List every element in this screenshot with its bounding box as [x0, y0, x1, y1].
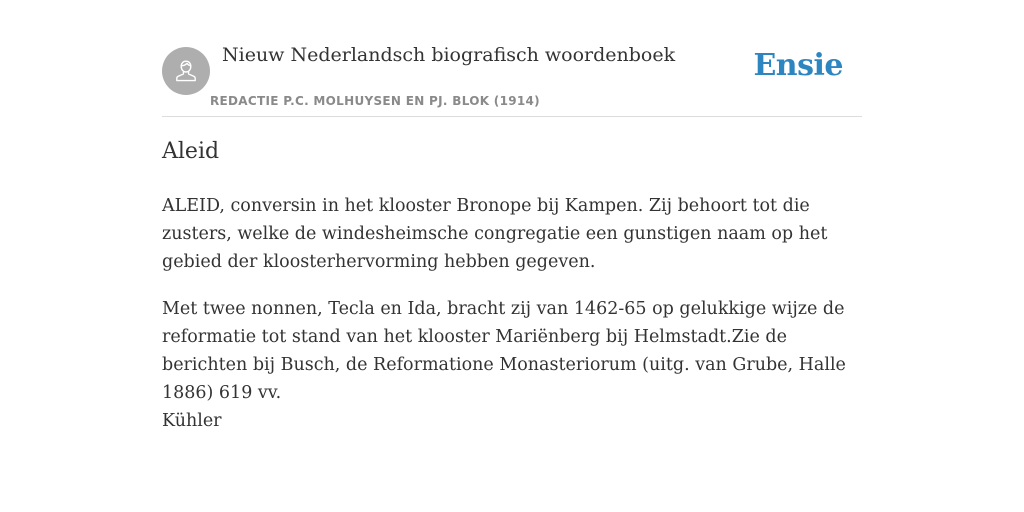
brand-logo[interactable]: Ensie [753, 48, 843, 83]
article-container [162, 0, 862, 431]
entry-paragraph: Met twee nonnen, Tecla en Ida, bracht zij van 1462-65 op gelukkige wijze de reformatie tot stand van het klooster Mariënberg bij Helmstadt.Zie de berichten bij Busch, de Reformatione Monasteriorum (uitg. van Grube, Halle 1886) 619 vv. [162, 299, 846, 403]
user-icon [171, 56, 201, 86]
source-editors: REDACTIE P.C. MOLHUYSEN EN PJ. BLOK (1914) [210, 94, 540, 108]
entry-title: Aleid [162, 139, 220, 164]
avatar[interactable] [162, 47, 210, 95]
source-title[interactable]: Nieuw Nederlandsch biografisch woordenboek [222, 44, 676, 66]
entry-paragraph: ALEID, conversin in het klooster Bronope bij Kampen. Zij behoort tot die zusters, welke de windesheimsche congregatie een gunstigen naam op het gebied der kloosterhervorming hebben gegeven. [162, 196, 828, 272]
entry-author: Kühler [162, 411, 222, 431]
source-header [162, 0, 862, 117]
